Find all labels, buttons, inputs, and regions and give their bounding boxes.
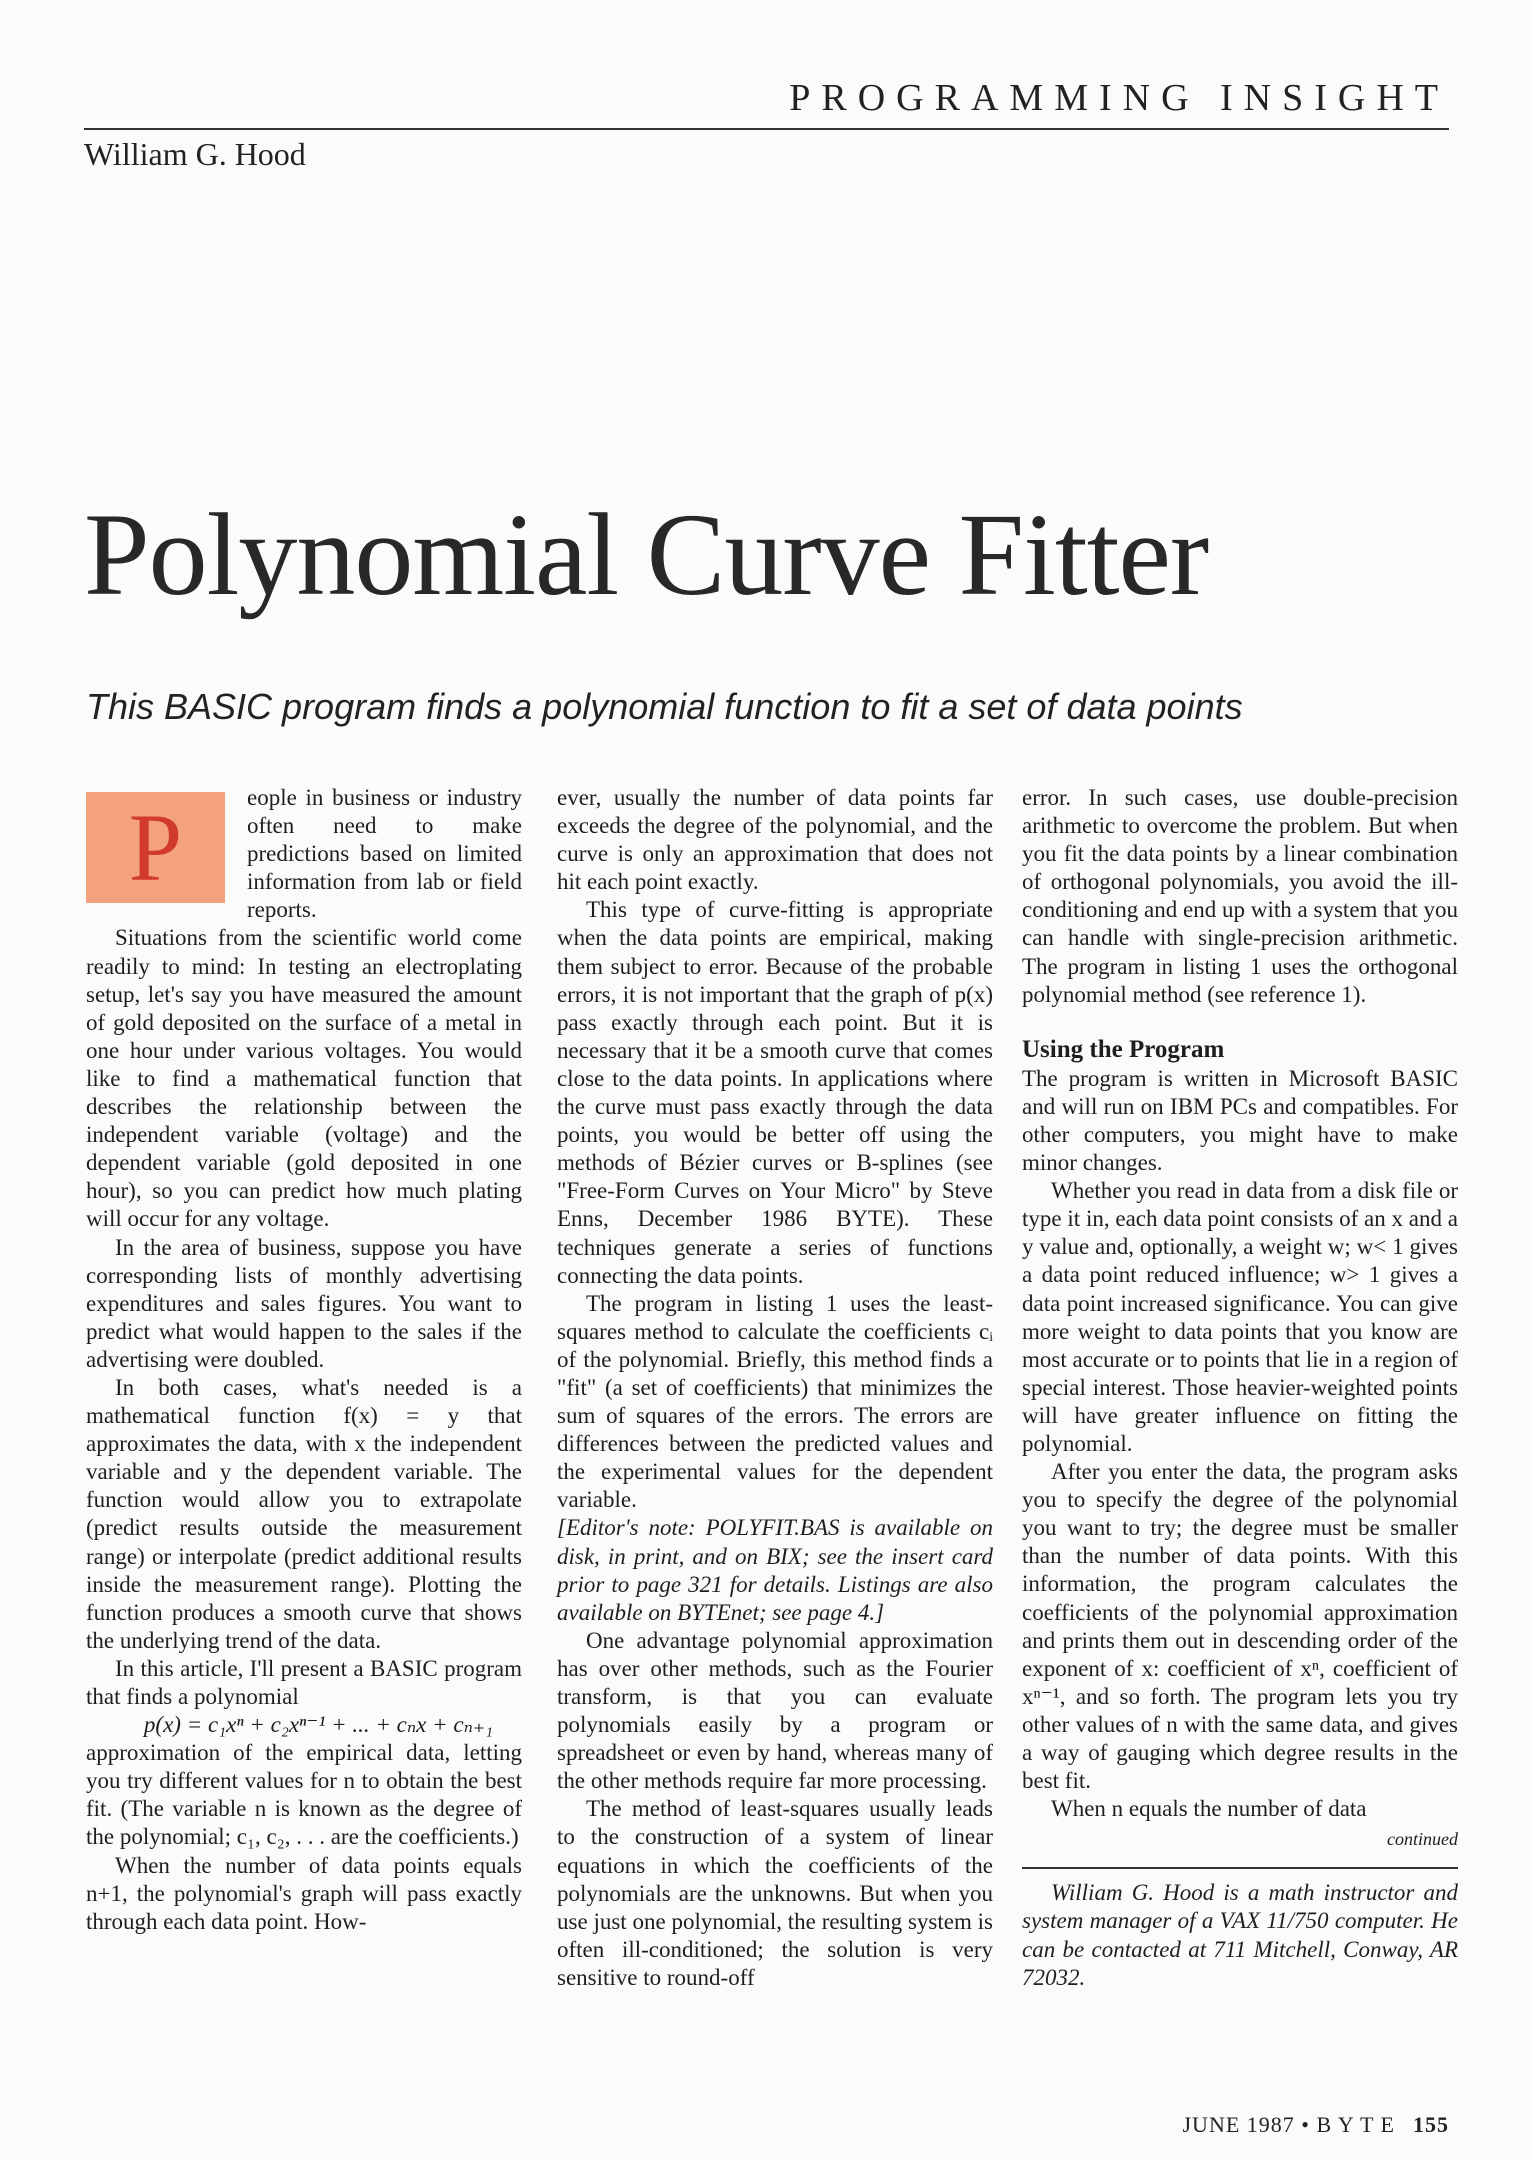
paragraph: When the number of data points equals n+1, the polynomial's graph will pass exactly through each data point. How- (86, 1852, 522, 1934)
editor-note: [Editor's note: POLYFIT.BAS is available on disk, in print, and on BIX; see the insert card prior to page 321 for details. Listings are also available on BYTEnet; see page 4.] (557, 1515, 993, 1625)
paragraph: ever, usually the number of data points far exceeds the degree of the polynomial, and the curve is only an approximation that does not hit each point exactly. (557, 785, 993, 895)
section-header: PROGRAMMING INSIGHT (789, 77, 1449, 119)
paragraph: In the area of business, suppose you have corresponding lists of monthly advertising expenditures and sales figures. You want to predict what would happen to the sales if the advertising were doubled. (86, 1234, 522, 1372)
polynomial-equation: p(x) = c₁xⁿ + c₂xⁿ⁻¹ + ... + cₙx + cₙ₊₁ (143, 1712, 494, 1738)
paragraph: When n equals the number of data (1051, 1796, 1367, 1822)
continued-label: continued (1387, 1829, 1458, 1850)
paragraph: After you enter the data, the program asks you to specify the degree of the polynomial you want to try; the degree must be smaller than the number of data points. With this information, the program calculates the coefficients of the polynomial approximation and prints them out in descending order of the exponent of x: coefficient of xⁿ, coefficient of xⁿ⁻¹, and so forth. The program lets you try other values of n with the same data, and gives a way of gauging which degree results in the best fit. (1022, 1459, 1458, 1794)
drop-cap: P (86, 792, 225, 903)
column-3 (1022, 784, 1458, 1992)
paragraph: One advantage polynomial approximation has over other methods, such as the Fourier transform, is that you can evaluate polynomials easily by a program or spreadsheet or even by hand, whereas many of the other methods require far more processing. (557, 1627, 993, 1794)
paragraph: In this article, I'll present a BASIC program that finds a polynomial (86, 1655, 522, 1709)
header-rule (84, 128, 1449, 130)
section-subhead: Using the Program (1022, 1035, 1225, 1063)
issue-label: JUNE 1987 • B Y T E (1182, 2112, 1395, 2137)
column-2 (557, 784, 993, 1992)
column-1 (86, 784, 522, 1936)
author-name: William G. Hood (84, 136, 306, 172)
bio-rule (1022, 1867, 1458, 1869)
paragraph: In both cases, what's needed is a mathematical function f(x) = y that approximates the data, with x the independent variable and y the dependent variable. The function would allow you to extrapolate (predict results outside the measurement range) or interpolate (predict additional results inside the measurement range). Plotting the function produces a smooth curve that shows the underlying trend of the data. (86, 1374, 522, 1653)
paragraph: The method of least-squares usually leads to the construction of a system of linear equations in which the coefficients of the polynomials are the unknowns. But when you use just one polynomial, the resulting system is often ill-conditioned; the solution is very sensitive to round-off (557, 1796, 993, 1990)
paragraph: Situations from the scientific world come readily to mind: In testing an electroplating setup, let's say you have measured the amount of gold deposited on the surface of a metal in one hour under various voltages. You would like to find a mathematical function that describes the relationship between the independent variable (voltage) and the dependent variable (gold deposited in one hour), so you can predict how much plating will occur for any voltage. (86, 925, 522, 1232)
article-title: Polynomial Curve Fitter (84, 489, 1209, 620)
paragraph: The program in listing 1 uses the least-squares method to calculate the coefficients cᵢ of the polynomial. Briefly, this method finds a "fit" (a set of coefficients) that minimizes the sum of squares of the errors. The errors are differences between the predicted values and the experimental values for the dependent variable. (557, 1290, 993, 1513)
article-subtitle: This BASIC program finds a polynomial function to fit a set of data points (86, 686, 1243, 727)
paragraph: approximation of the empirical data, letting you try different values for n to obtain the best fit. (The variable n is known as the degree of the polynomial; c₁, c₂, . . . are the coefficients.) (86, 1740, 522, 1850)
page-number: 155 (1413, 2112, 1449, 2137)
paragraph: This type of curve-fitting is appropriate when the data points are empirical, making them subject to error. Because of the probable errors, it is not important that the graph of p(x) pass exactly through each point. But it is necessary that it be a smooth curve that comes close to the data points. In applications where the curve must pass exactly through the data points, you would be better off using the methods of Bézier curves or B-splines (see "Free-Form Curves on Your Micro" by Steve Enns, December 1986 BYTE). These techniques generate a series of functions connecting the data points. (557, 897, 993, 1288)
paragraph: The program is written in Microsoft BASIC and will run on IBM PCs and compatibles. For other computers, you might have to make minor changes. (1022, 1065, 1458, 1176)
paragraph: error. In such cases, use double-precision arithmetic to overcome the problem. But when you fit the data points by a linear combination of orthogonal polynomials, you avoid the ill-conditioning and end up with a system that you can handle with single-precision arithmetic. The program in listing 1 uses the orthogonal polynomial method (see reference 1). (1022, 785, 1458, 1007)
page-footer (1183, 2112, 1450, 2138)
paragraph: Whether you read in data from a disk file or type it in, each data point consists of an x and a y value and, optionally, a weight w; w< 1 gives a data point reduced influence; w> 1 gives a data point increased significance. You can give more weight to data points that you know are most accurate or to points that lie in a region of special interest. Those heavier-weighted points will have greater influence on fitting the polynomial. (1022, 1178, 1458, 1456)
paragraph: eople in business or industry often need to make predictions based on limited information from lab or field reports. (247, 785, 522, 923)
author-bio: William G. Hood is a math instructor and system manager of a VAX 11/750 computer. He can be contacted at 711 Mitchell, Conway, AR 72032. (1022, 1880, 1458, 1990)
